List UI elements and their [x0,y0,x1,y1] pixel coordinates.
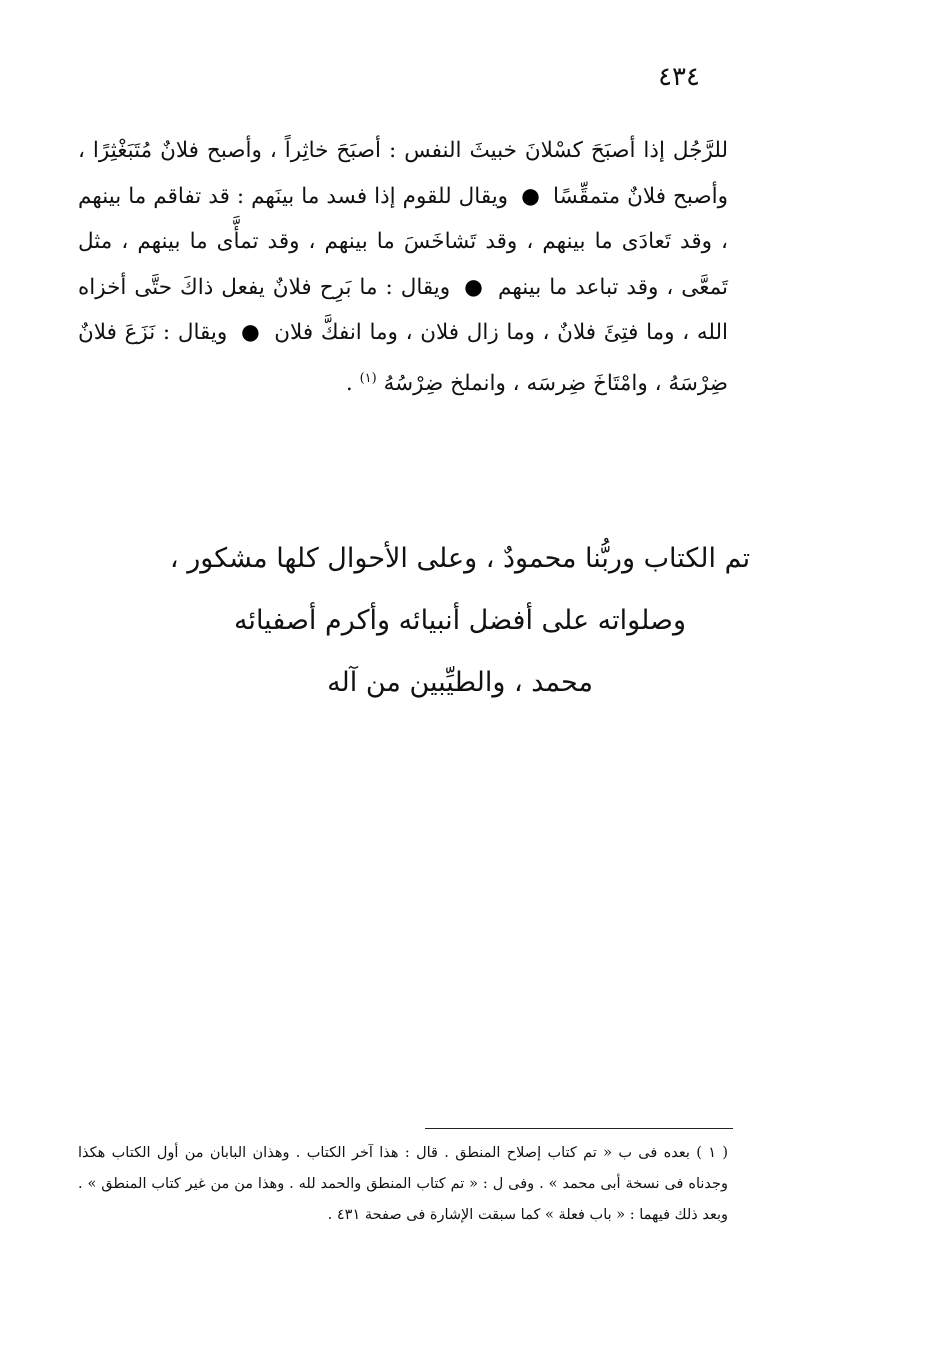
bullet-icon: ● [521,183,541,209]
colophon [100,528,820,714]
colophon-line: تم الكتاب وربُّنا محمودٌ ، وعلى الأحوال كلها مشكور ، [169,543,751,574]
footnotes [78,1138,728,1231]
main-paragraph [78,128,728,406]
colophon-line: وصلواته على أفضل أنبيائه وأكرم أصفيائه [233,605,687,636]
footnote-divider [425,1128,733,1129]
colophon-line: محمد ، والطيِّبين من آله [327,667,593,698]
bullet-icon: ● [240,320,261,345]
footnote-reference: (١) [359,370,377,386]
text-segment-1: للرَّجُل إذا أصبَحَ كسْلانَ خبيثَ النفس : أصبَحَ خاثِراً ، وأصبح فلانٌ مُتَبَغْثِرًا ، وأصبح فلانٌ متمقِّسًا [78,138,728,209]
text-segment-2: ويقال للقوم إذا فسد ما بينَهم : قد تفاقم ما بينهم ، وقد تَعادَى ما بينهم ، وقد تَشاخَسَ ما بينهم ، وقد تمأَّى ما بينهم ، مثل تَمعَّى ، وقد تباعد ما بينهم [78,183,728,300]
page-number: ٤٣٤ [658,62,700,92]
end-mark: . [345,370,353,396]
bullet-icon: ● [464,274,485,300]
footnote-text: بعده فى ب « تم كتاب إصلاح المنطق . قال : هذا آخر الكتاب . وهذان البابان من أول الكتاب هكذا وجدناه فى نسخة أبى محمد » . وفى ل : « تم كتاب المنطق والحمد لله . وهذا من من غير كتاب المنطق » . وبعد ذلك فيهما : « باب فعلة » كما سبقت الإشارة فى صفحة ٤٣١ . [78,1145,728,1223]
text-segment-3: ويقال : ما بَرِح فلانٌ يفعل ذاكَ حتَّى أخزاه الله ، وما فتِئَ فلانٌ ، وما زال فلان ، وما انفكَّ فلان [78,274,729,345]
text-segment-4: ويقال : نَزَعَ فلانٌ ضِرْسَهُ ، وامْتَاخَ ضِرسَه ، وانملخ ضِرْسُهُ [78,320,728,396]
footnote-marker: ( ١ ) [696,1145,728,1161]
